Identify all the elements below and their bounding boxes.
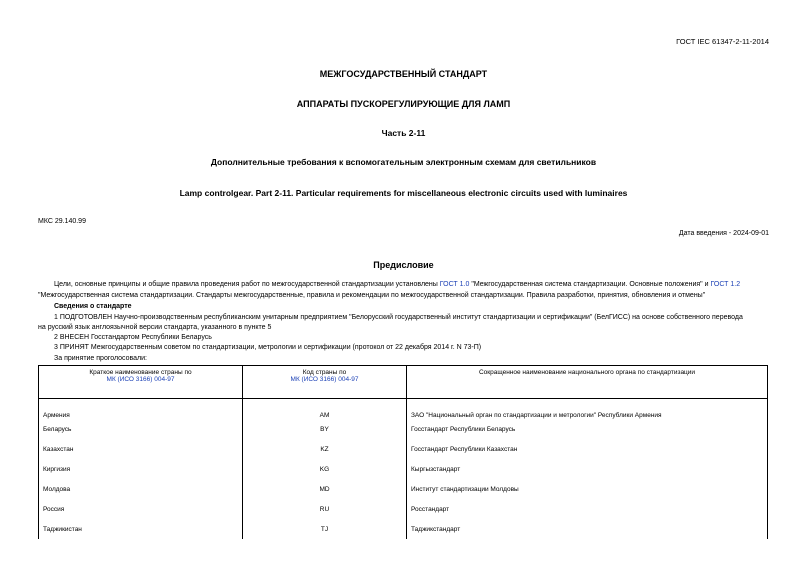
item-2: 2 ВНЕСЕН Госстандартом Республики Беларусь: [54, 334, 212, 341]
mk-iso-link[interactable]: МК (ИСО 3166) 004-97: [290, 376, 359, 383]
item-1-cont: на русский язык англоязычной версии стандарта, указанного в пункте 5: [38, 324, 272, 331]
standard-type-title: МЕЖГОСУДАРСТВЕННЫЙ СТАНДАРТ: [319, 69, 488, 79]
preface-paragraph-1: [38, 280, 787, 291]
preface-paragraph-1-cont: "Межгосударственная система стандартизации. Стандарты межгосударственные, правила и рекомендации по межгосударственной стандартизации. Правила разработки, принятия, обновления и отмены": [38, 292, 706, 299]
item-1: 1 ПОДГОТОВЛЕН Научно-производственным республиканским унитарным предприятием "Белорусский государственный институт стандартизации и сертификации" (БелГИСС) на основе собственного перевода: [54, 314, 743, 321]
voted-label: За принятие проголосовали:: [54, 355, 147, 362]
subtitle-en: Lamp controlgear. Part 2-11. Particular requirements for miscellaneous electronic circuits used with luminaires: [179, 188, 628, 198]
preface-heading: Предисловие: [373, 260, 434, 270]
intro-date: Дата введения - 2024-09-01: [678, 230, 769, 237]
table-row: Молдова MD Институт стандартизации Молдовы: [39, 479, 768, 499]
p1-text-b: "Межгосударственная система стандартизации. Основные положения" и: [469, 281, 711, 288]
mks-code: МКС 29.140.99: [38, 218, 86, 225]
p1-text-a: Цели, основные принципы и общие правила проведения работ по межгосударственной стандартизации установлены: [54, 281, 440, 288]
gost-1-0-link[interactable]: ГОСТ 1.0: [439, 281, 470, 288]
mk-iso-link[interactable]: МК (ИСО 3166) 004-97: [106, 376, 175, 383]
col-code-header: Код страны по МК (ИСО 3166) 004-97: [243, 366, 407, 399]
table-row: Беларусь BY Госстандарт Республики Беларусь: [39, 419, 768, 439]
col-body-header: Сокращенное наименование национального органа по стандартизации: [407, 366, 768, 399]
table-row: Армения AM ЗАО "Национальный орган по стандартизации и метрологии" Республики Армения: [39, 399, 768, 420]
info-heading: Сведения о стандарте: [54, 303, 132, 310]
part-title: Часть 2-11: [381, 128, 426, 138]
standard-name-title: АППАРАТЫ ПУСКОРЕГУЛИРУЮЩИЕ ДЛЯ ЛАМП: [296, 99, 511, 109]
document-code: ГОСТ IEC 61347-2-11-2014: [676, 37, 769, 46]
item-3: 3 ПРИНЯТ Межгосударственным советом по стандартизации, метрологии и сертификации (протокол от 22 декабря 2014 г. N 73-П): [54, 344, 482, 351]
table-row: Таджикистан TJ Таджикстандарт: [39, 519, 768, 539]
member-states-table: [38, 365, 768, 539]
table-row: Россия RU Росстандарт: [39, 499, 768, 519]
gost-1-2-link[interactable]: ГОСТ 1.2: [710, 281, 741, 288]
subtitle-ru: Дополнительные требования к вспомогательным электронным схемам для светильников: [210, 157, 597, 167]
table-row: Казахстан KZ Госстандарт Республики Казахстан: [39, 439, 768, 459]
col-country-header: Краткое наименование страны по МК (ИСО 3166) 004-97: [39, 366, 243, 399]
table-row: Киргизия KG Кыргызстандарт: [39, 459, 768, 479]
table-header-row: [39, 366, 768, 399]
